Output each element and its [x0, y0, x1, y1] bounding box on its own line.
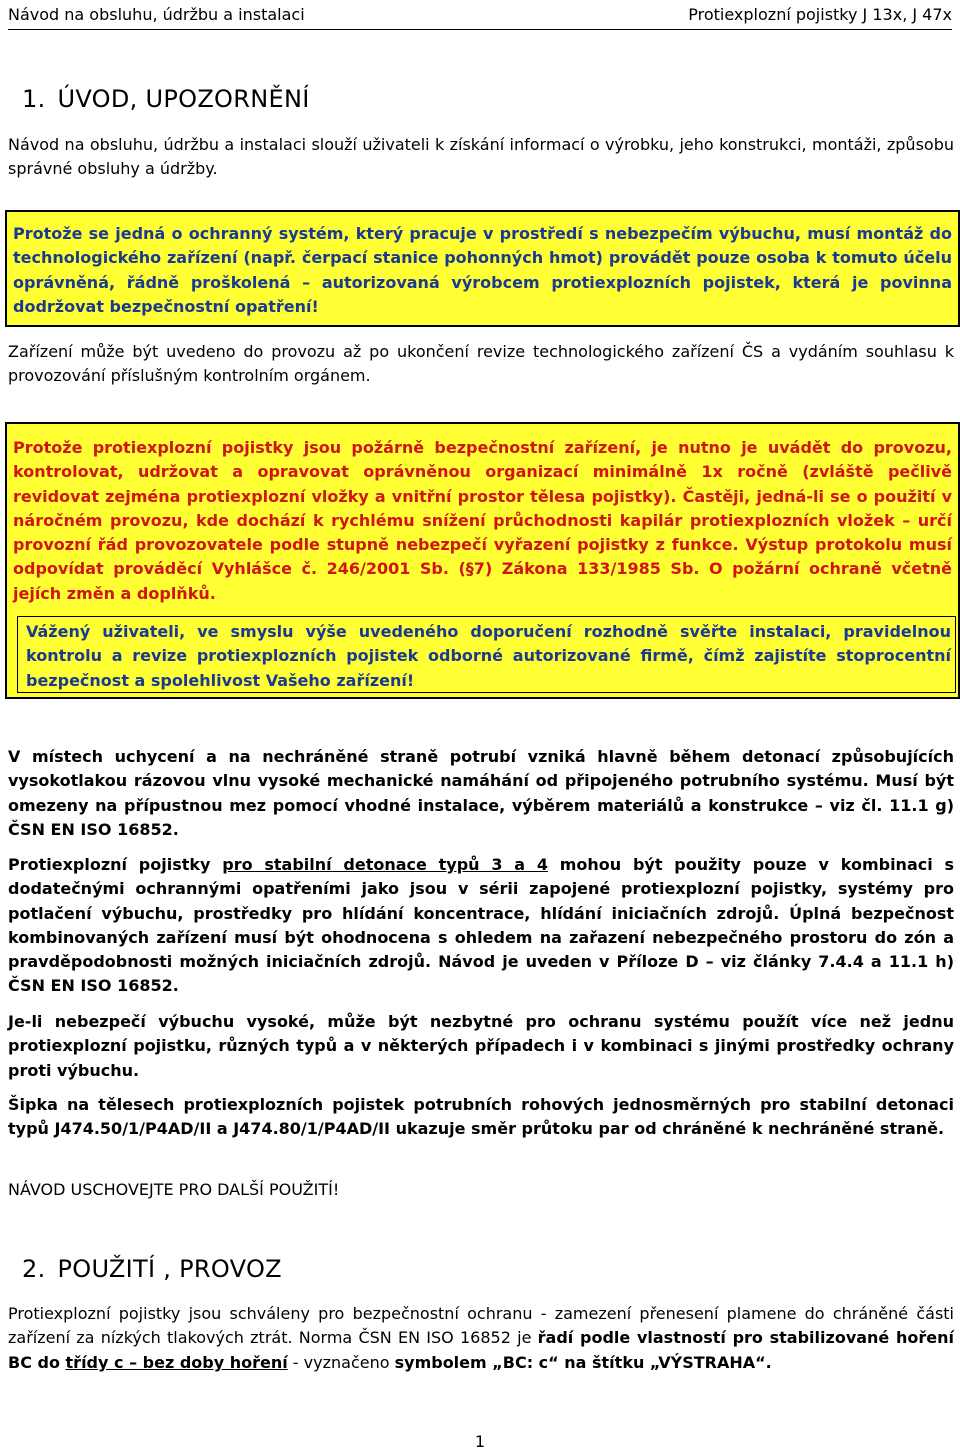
usage-text-a: Protiexplozní pojistky jsou schváleny pro bezpečnostní ochranu - zamezení přenesení plamene do chráněné části zařízení za nízkých tlakových ztrát. Norma ČSN EN ISO 16852 je	[8, 1304, 954, 1348]
maintenance-text: Protože protiexplozní pojistky jsou požárně bezpečnostní zařízení, je nutno je uvádět do provozu, kontrolovat, udržovat a opravovat oprávněnou organizací minimálně 1x ročně (zvláště pečlivě revidovat zejména protiexplozní vložky a vnitřní prostor tělesa pojistky). Častěji, jedná-li se o použití v náročném provozu, kde dochází k rychlému snížení průchodnosti kapilár protiexplozních vložek – určí provozní řád provozovatele podle stupně nebezpečí vyřazení pojistky z funkce. Výstup protokolu musí odpovídat prováděcí Vyhlášce č. 246/2001 Sb. (§7) Zákona 133/1985 Sb. O požární ochraně včetně jejích změn a doplňků.	[13, 438, 952, 603]
stable-text-underlined: pro stabilní detonace typů 3 a 4	[222, 855, 548, 874]
maintenance-box	[5, 422, 960, 699]
warning-text: Protože se jedná o ochranný systém, který pracuje v prostředí s nebezpečím výbuchu, musí montáž do technologického zařízení (např. čerpací stanice pohonných hmot) provádět pouze osoba k tomuto účelu oprávněná, řádně proškolená – autorizovaná výrobcem protiexplozních pojistek, která je povinna dodržovat bezpečnostní opatření!	[13, 224, 952, 316]
commissioning-paragraph: Zařízení může být uvedeno do provozu až po ukončení revize technologického zařízení ČS a vydáním souhlasu k provozování příslušným kontrolním orgánem.	[8, 342, 954, 386]
usage-text-d: - vyznačeno	[287, 1352, 395, 1372]
stable-detonation-paragraph	[8, 853, 954, 999]
mounting-paragraph: V místech uchycení a na nechráněné straně potrubí vzniká hlavně během detonací způsobujících vysokotlakou rázovou vlnu vysoké mechanické namáhání od připojeného potrubního systému. Musí být omezeny na přípustnou mez pomocí vhodné instalace, výběrem materiálů a konstrukce – viz čl. 11.1 g) ČSN EN ISO 16852.	[8, 747, 954, 839]
risk-paragraph: Je-li nebezpečí výbuchu vysoké, může být nezbytné pro ochranu systému použít více než jednu protiexplozní pojistku, různých typů a v některých případech i v kombinaci s jinými prostředky ochrany proti výbuchu.	[8, 1012, 954, 1080]
section-1-heading	[22, 85, 310, 113]
section-1-number: 1.	[22, 85, 46, 113]
keep-instructions-note: NÁVOD USCHOVEJTE PRO DALŠÍ POUŽITÍ!	[8, 1180, 340, 1199]
warning-box	[5, 210, 960, 327]
stable-text-a: Protiexplozní pojistky	[8, 855, 223, 874]
page-number: 1	[474, 1432, 486, 1449]
recommendation-text: Vážený uživateli, ve smyslu výše uvedeného doporučení rozhodně svěřte instalaci, pravidelnou kontrolu a revize protiexplozních pojistek odborné autorizované firmě, čímž zajistíte stoprocentní bezpečnost a spolehlivost Vašeho zařízení!	[26, 622, 951, 690]
usage-text-b: řadí podle vlastností pro stabilizované hoření BC do	[8, 1328, 954, 1372]
header-right-title: Protiexplozní pojistky J 13x, J 47x	[688, 5, 952, 24]
stable-text-c: mohou být použity pouze v kombinaci s dodatečnými ochrannými opatřeními jako jsou v sérii zapojené protiexplozní pojistky, systémy pro potlačení výbuchu, prostředky pro hlídání koncentrace, hlídání iniciačních zdrojů. Úplná bezpečnost kombinovaných zařízení musí být ohodnocena s ohledem na zařazení nebezpečného prostoru do zón a pravděpodobnosti možných iniciačních zdrojů. Návod je uveden v Příloze D – viz články 7.4.4 a 11.1 h) ČSN EN ISO 16852.	[8, 855, 955, 996]
usage-text-class: třídy c – bez doby hoření	[65, 1352, 288, 1372]
arrow-paragraph: Šipka na tělesech protiexplozních pojistek potrubních rohových jednosměrných pro stabilní detonaci typů J474.50/1/P4AD/II a J474.80/1/P4AD/II ukazuje směr průtoku par od chráněné k nechráněné straně.	[8, 1095, 954, 1139]
recommendation-box	[17, 616, 956, 693]
page-header	[8, 4, 952, 30]
usage-text-symbol: symbolem „BC: c“ na štítku „VÝSTRAHA“.	[394, 1352, 772, 1372]
intro-paragraph: Návod na obsluhu, údržbu a instalaci slouží uživateli k získání informací o výrobku, jeho konstrukci, montáži, způsobu správné obsluhy a údržby.	[8, 135, 954, 179]
section-2-number: 2.	[22, 1255, 46, 1283]
section-1-title: ÚVOD, UPOZORNĚNÍ	[57, 85, 310, 113]
header-left-title: Návod na obsluhu, údržbu a instalaci	[8, 5, 305, 24]
usage-paragraph	[8, 1302, 954, 1375]
section-2-heading	[22, 1255, 282, 1283]
section-2-title: POUŽITÍ , PROVOZ	[57, 1255, 282, 1283]
